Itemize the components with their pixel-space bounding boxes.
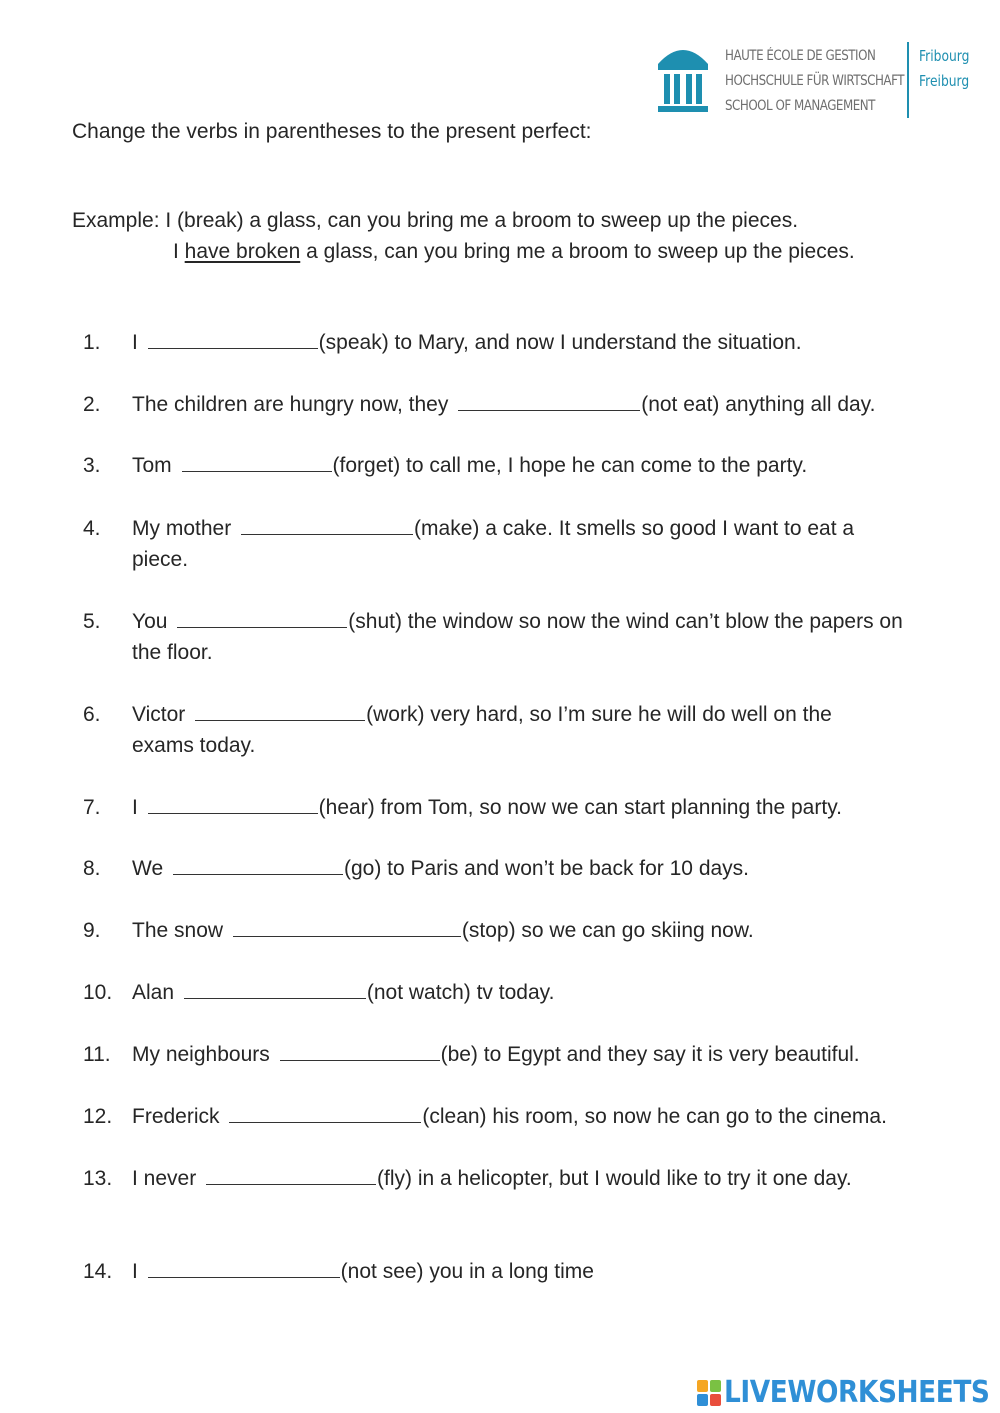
exercise-post: (be) to Egypt and they say it is very beautiful. <box>440 1043 860 1066</box>
answer-blank[interactable] <box>206 1166 376 1185</box>
exercise-sentence <box>132 792 922 823</box>
exercise-number: 1. <box>83 331 101 354</box>
exercise-post: (not watch) tv today. <box>366 981 555 1004</box>
exercise-pre: I never <box>132 1167 203 1190</box>
exercise-number: 3. <box>83 454 101 477</box>
exercise-post: (work) very hard, so I’m sure he will do well on the exams today. <box>132 703 832 757</box>
exercise-pre: We <box>132 857 169 880</box>
exercise-pre: You <box>132 610 174 633</box>
exercise-pre: Frederick <box>132 1105 226 1128</box>
answer-blank[interactable] <box>182 453 332 472</box>
exercise-post: (shut) the window so now the wind can’t blow the papers on the floor. <box>132 610 903 664</box>
logo-divider <box>907 42 909 118</box>
exercise-sentence <box>132 915 922 946</box>
exercise-post: (go) to Paris and won’t be back for 10 days. <box>343 857 750 880</box>
answer-blank[interactable] <box>233 918 461 937</box>
exercise-sentence <box>132 1101 922 1132</box>
answer-blank[interactable] <box>241 516 413 535</box>
exercise-pre: Victor <box>132 703 192 726</box>
instruction-text: Change the verbs in parentheses to the present perfect: <box>72 120 592 143</box>
answer-blank[interactable] <box>148 795 318 814</box>
exercise-sentence <box>132 389 922 420</box>
answer-blank[interactable] <box>458 392 640 411</box>
exercise-number: 2. <box>83 393 101 416</box>
example-question: Example: I (break) a glass, can you bring me a broom to sweep up the pieces. <box>72 209 799 232</box>
exercise-pre: Tom <box>132 454 178 477</box>
exercise-post: (clean) his room, so now he can go to the cinema. <box>422 1105 887 1128</box>
exercise-number: 10. <box>83 981 113 1004</box>
school-name-line: HAUTE ÉCOLE DE GESTION <box>725 48 876 64</box>
exercise-post: (make) a cake. It smells so good I want to eat a piece. <box>132 517 855 571</box>
building-columns-icon <box>655 40 711 114</box>
exercise-number: 5. <box>83 610 101 633</box>
answer-blank[interactable] <box>148 1259 340 1278</box>
exercise-sentence <box>132 977 922 1008</box>
exercise-post: (hear) from Tom, so now we can start planning the party. <box>318 796 842 819</box>
answer-blank[interactable] <box>173 856 343 875</box>
exercise-number: 9. <box>83 919 101 942</box>
exercise-sentence <box>132 450 922 481</box>
liveworksheets-wordmark: LIVEWORKSHEETS <box>724 1375 990 1410</box>
school-name <box>725 44 904 119</box>
exercise-sentence <box>132 1163 922 1194</box>
exercise-number: 12. <box>83 1105 113 1128</box>
exercise-sentence <box>132 699 862 761</box>
example-answer-post: a glass, can you bring me a broom to sweep up the pieces. <box>300 240 855 263</box>
example-answer-verb: have broken <box>184 240 301 263</box>
example-answer-pre: I <box>173 240 185 263</box>
city-line: Freiburg <box>919 72 970 90</box>
liveworksheets-logo-icon <box>697 1380 721 1406</box>
exercise-number: 7. <box>83 796 101 819</box>
answer-blank[interactable] <box>195 702 365 721</box>
exercise-post: (speak) to Mary, and now I understand the situation. <box>318 331 802 354</box>
exercise-sentence <box>132 606 907 668</box>
exercise-sentence <box>132 327 922 358</box>
city-line: Fribourg <box>919 47 970 65</box>
answer-blank[interactable] <box>177 609 347 628</box>
answer-blank[interactable] <box>280 1042 440 1061</box>
exercise-number: 8. <box>83 857 101 880</box>
exercise-number: 6. <box>83 703 101 726</box>
answer-blank[interactable] <box>229 1104 421 1123</box>
exercise-post: (not see) you in a long time <box>340 1260 594 1283</box>
exercise-post: (not eat) anything all day. <box>641 393 876 416</box>
exercise-post: (fly) in a helicopter, but I would like to try it one day. <box>377 1167 852 1190</box>
answer-blank[interactable] <box>148 330 318 349</box>
exercise-pre: The snow <box>132 919 229 942</box>
school-name-line: SCHOOL OF MANAGEMENT <box>725 98 875 114</box>
exercise-pre: My neighbours <box>132 1043 276 1066</box>
example-answer <box>173 240 855 264</box>
exercise-sentence <box>132 1039 922 1070</box>
school-city <box>919 44 969 94</box>
exercise-number: 11. <box>83 1043 111 1066</box>
exercise-pre: Alan <box>132 981 180 1004</box>
school-name-line: HOCHSCHULE FÜR WIRTSCHAFT <box>725 73 904 89</box>
answer-blank[interactable] <box>184 980 366 999</box>
exercise-pre: My mother <box>132 517 238 540</box>
exercise-post: (forget) to call me, I hope he can come to the party. <box>332 454 808 477</box>
exercise-number: 4. <box>83 517 101 540</box>
exercise-number: 14. <box>83 1260 113 1283</box>
exercise-sentence <box>132 513 872 575</box>
exercise-number: 13. <box>83 1167 113 1190</box>
exercise-post: (stop) so we can go skiing now. <box>461 919 754 942</box>
school-logo <box>655 38 975 122</box>
exercise-pre: I <box>132 796 144 819</box>
exercise-sentence <box>132 1256 922 1287</box>
exercise-pre: I <box>132 1260 144 1283</box>
exercise-pre: The children are hungry now, they <box>132 393 455 416</box>
exercise-pre: I <box>132 331 144 354</box>
exercise-sentence <box>132 853 922 884</box>
